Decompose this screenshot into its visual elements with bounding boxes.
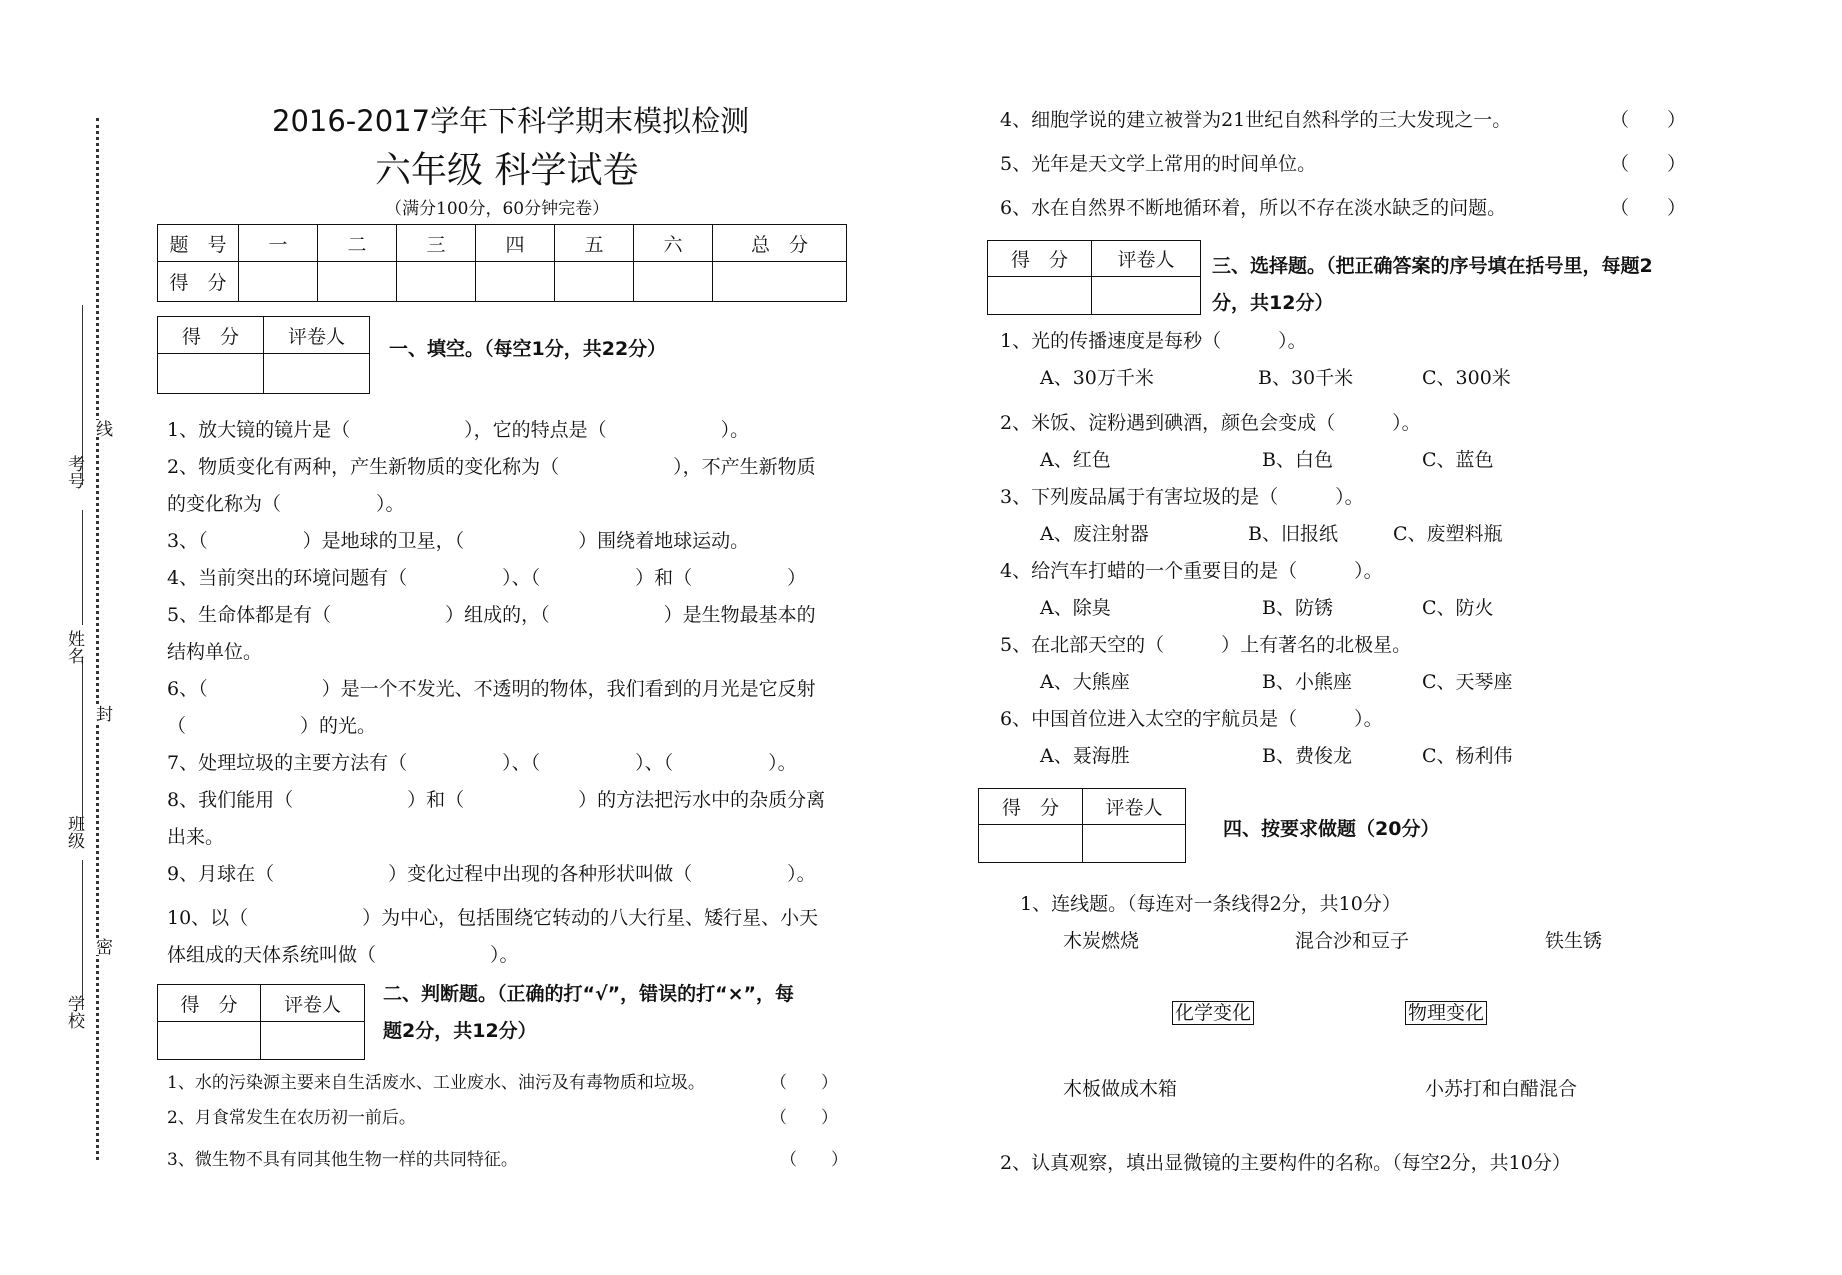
score-table-header: 六 [634, 225, 713, 262]
binding-label-school: 学校 [64, 995, 84, 1029]
score-cell[interactable] [239, 262, 318, 302]
binding-seal-xian: 线 [90, 420, 115, 437]
choice-option-c[interactable]: C、杨利伟 [1422, 745, 1513, 767]
judge-question: 3、微生物不具有同其他生物一样的共同特征。 [167, 1150, 518, 1170]
choice-option-a[interactable]: A、30万千米 [1040, 367, 1154, 389]
section3-title-line1: 三、选择题。（把正确答案的序号填在括号里，每题2 [1212, 255, 1653, 277]
choice-option-a[interactable]: A、废注射器 [1040, 523, 1149, 545]
score-table-header: 一 [239, 225, 318, 262]
section1-title: 一、填空。（每空1分，共22分） [389, 338, 667, 360]
fill-question-line: 的变化称为（ ）。 [167, 493, 405, 515]
score-cell[interactable] [634, 262, 713, 302]
judge-answer-paren[interactable]: （ ） [1610, 153, 1687, 175]
grader-box-section3 [987, 240, 1201, 315]
choice-option-b[interactable]: B、防锈 [1262, 597, 1333, 619]
choice-option-c[interactable]: C、300米 [1422, 367, 1511, 389]
choice-question: 5、在北部天空的（ ）上有著名的北极星。 [1000, 634, 1412, 656]
choice-option-c[interactable]: C、防火 [1422, 597, 1494, 619]
choice-option-b[interactable]: B、白色 [1262, 449, 1333, 471]
fill-question-line: 体组成的天体系统叫做（ ）。 [167, 944, 519, 966]
choice-option-a[interactable]: A、红色 [1040, 449, 1111, 471]
grader-score-label: 得 分 [979, 789, 1083, 825]
grader-name-cell[interactable] [261, 1022, 365, 1060]
grader-score-cell[interactable] [158, 354, 264, 394]
grader-score-cell[interactable] [158, 1022, 261, 1060]
grader-score-cell[interactable] [979, 825, 1083, 863]
fill-question-line: 9、月球在（ ）变化过程中出现的各种形状叫做（ ）。 [167, 863, 816, 885]
fill-question-line: （ ）的光。 [167, 715, 377, 737]
section3-title-line2: 分，共12分） [1212, 292, 1334, 314]
choice-option-a[interactable]: A、除臭 [1040, 597, 1111, 619]
binding-underline-name [82, 510, 83, 625]
choice-option-c[interactable]: C、天琴座 [1422, 671, 1513, 693]
binding-underline-class [82, 660, 83, 830]
judge-answer-paren[interactable]: （ ） [1610, 197, 1687, 219]
matching-category-chemical[interactable]: 化学变化 [1172, 1001, 1254, 1025]
fill-question-line: 6、（ ）是一个不发光、不透明的物体，我们看到的月光是它反射 [167, 678, 816, 700]
judge-question: 4、细胞学说的建立被誉为21世纪自然科学的三大发现之一。 [1000, 109, 1512, 131]
fill-question-line: 10、以（ ）为中心，包括围绕它转动的八大行星、矮行星、小天 [167, 907, 819, 929]
matching-bottom-item[interactable]: 木板做成木箱 [1063, 1078, 1178, 1100]
matching-bottom-item[interactable]: 小苏打和白醋混合 [1425, 1078, 1578, 1100]
score-table-header: 三 [397, 225, 476, 262]
grader-name-cell[interactable] [1083, 825, 1186, 863]
fill-question-line: 2、物质变化有两种，产生新物质的变化称为（ ），不产生新物质 [167, 456, 816, 478]
section4-title: 四、按要求做题（20分） [1223, 818, 1440, 840]
fill-question-line: 1、放大镜的镜片是（ ），它的特点是（ ）。 [167, 419, 750, 441]
score-cell[interactable] [713, 262, 847, 302]
grader-label: 评卷人 [1083, 789, 1186, 825]
choice-option-c[interactable]: C、蓝色 [1422, 449, 1494, 471]
judge-answer-paren[interactable]: （ ） [770, 1108, 838, 1128]
score-cell[interactable] [397, 262, 476, 302]
fill-question-line: 4、当前突出的环境问题有（ ）、（ ）和（ ） [167, 567, 807, 589]
grader-name-cell[interactable] [264, 354, 370, 394]
score-table-header: 五 [555, 225, 634, 262]
choice-option-c[interactable]: C、废塑料瓶 [1393, 523, 1503, 545]
grader-score-cell[interactable] [988, 277, 1092, 315]
binding-label-class: 班级 [64, 815, 84, 849]
judge-question: 6、水在自然界不断地循环着，所以不存在淡水缺乏的问题。 [1000, 197, 1507, 219]
exam-subtitle: 六年级 科学试卷 [375, 150, 639, 191]
fill-question-line: 出来。 [167, 826, 225, 848]
choice-question: 4、给汽车打蜡的一个重要目的是（ ）。 [1000, 560, 1383, 582]
grader-score-label: 得 分 [158, 985, 261, 1022]
section2-title-line1: 二、判断题。（正确的打“√”，错误的打“×”，每 [383, 983, 795, 1005]
grader-label: 评卷人 [1092, 241, 1201, 277]
choice-question: 2、米饭、淀粉遇到碘酒，颜色会变成（ ）。 [1000, 412, 1421, 434]
choice-option-a[interactable]: A、大熊座 [1040, 671, 1130, 693]
choice-question: 6、中国首位进入太空的宇航员是（ ）。 [1000, 708, 1383, 730]
score-table-row-label: 得 分 [158, 262, 239, 302]
choice-question: 3、下列废品属于有害垃圾的是（ ）。 [1000, 486, 1364, 508]
grader-box-section2 [157, 984, 365, 1060]
score-table-header: 题 号 [158, 225, 239, 262]
fill-question-line: 3、（ ）是地球的卫星，（ ）围绕着地球运动。 [167, 530, 750, 552]
score-table-header: 二 [318, 225, 397, 262]
choice-option-a[interactable]: A、聂海胜 [1040, 745, 1130, 767]
fill-question-line: 8、我们能用（ ）和（ ）的方法把污水中的杂质分离 [167, 789, 826, 811]
judge-answer-paren[interactable]: （ ） [1610, 109, 1687, 131]
score-table-header: 总 分 [713, 225, 847, 262]
score-table-header: 四 [476, 225, 555, 262]
section2-title-line2: 题2分，共12分） [383, 1020, 537, 1042]
binding-seal-feng: 封 [90, 705, 115, 722]
choice-option-b[interactable]: B、30千米 [1258, 367, 1354, 389]
judge-answer-paren[interactable]: （ ） [780, 1150, 848, 1170]
score-cell[interactable] [555, 262, 634, 302]
exam-title: 2016-2017学年下科学期末模拟检测 [272, 104, 750, 138]
grader-box-section4 [978, 788, 1186, 863]
grader-label: 评卷人 [261, 985, 365, 1022]
score-cell[interactable] [476, 262, 555, 302]
matching-question: 1、连线题。（每连对一条线得2分，共10分） [1020, 893, 1401, 915]
grader-box-section1 [157, 316, 370, 394]
fill-question-line: 结构单位。 [167, 641, 263, 663]
choice-option-b[interactable]: B、旧报纸 [1248, 523, 1338, 545]
microscope-question: 2、认真观察，填出显微镜的主要构件的名称。（每空2分，共10分） [1000, 1152, 1571, 1174]
binding-underline-school [82, 860, 83, 1010]
matching-top-item[interactable]: 铁生锈 [1545, 930, 1603, 952]
choice-option-b[interactable]: B、小熊座 [1262, 671, 1352, 693]
judge-answer-paren[interactable]: （ ） [770, 1073, 838, 1093]
binding-dotted-line [96, 118, 99, 1160]
matching-top-item[interactable]: 木炭燃烧 [1063, 930, 1140, 952]
grader-score-label: 得 分 [158, 317, 264, 354]
grader-score-label: 得 分 [988, 241, 1092, 277]
exam-note: （满分100分，60分钟完卷） [385, 199, 610, 219]
choice-option-b[interactable]: B、费俊龙 [1262, 745, 1352, 767]
score-cell[interactable] [318, 262, 397, 302]
binding-seal-mi: 密 [90, 938, 115, 955]
matching-top-item[interactable]: 混合沙和豆子 [1295, 930, 1410, 952]
choice-question: 1、光的传播速度是每秒（ ）。 [1000, 330, 1307, 352]
binding-label-kaohao: 考号 [64, 455, 84, 489]
fill-question-line: 5、生命体都是有（ ）组成的，（ ）是生物最基本的 [167, 604, 816, 626]
binding-label-name: 姓名 [64, 630, 84, 664]
judge-question: 5、光年是天文学上常用的时间单位。 [1000, 153, 1317, 175]
grader-label: 评卷人 [264, 317, 370, 354]
score-table [157, 224, 847, 302]
grader-name-cell[interactable] [1092, 277, 1201, 315]
matching-category-physical[interactable]: 物理变化 [1405, 1001, 1487, 1025]
fill-question-line: 7、处理垃圾的主要方法有（ ）、（ ）、（ ）。 [167, 752, 797, 774]
judge-question: 1、水的污染源主要来自生活废水、工业废水、油污及有毒物质和垃圾。 [167, 1073, 705, 1093]
judge-question: 2、月食常发生在农历初一前后。 [167, 1108, 416, 1128]
